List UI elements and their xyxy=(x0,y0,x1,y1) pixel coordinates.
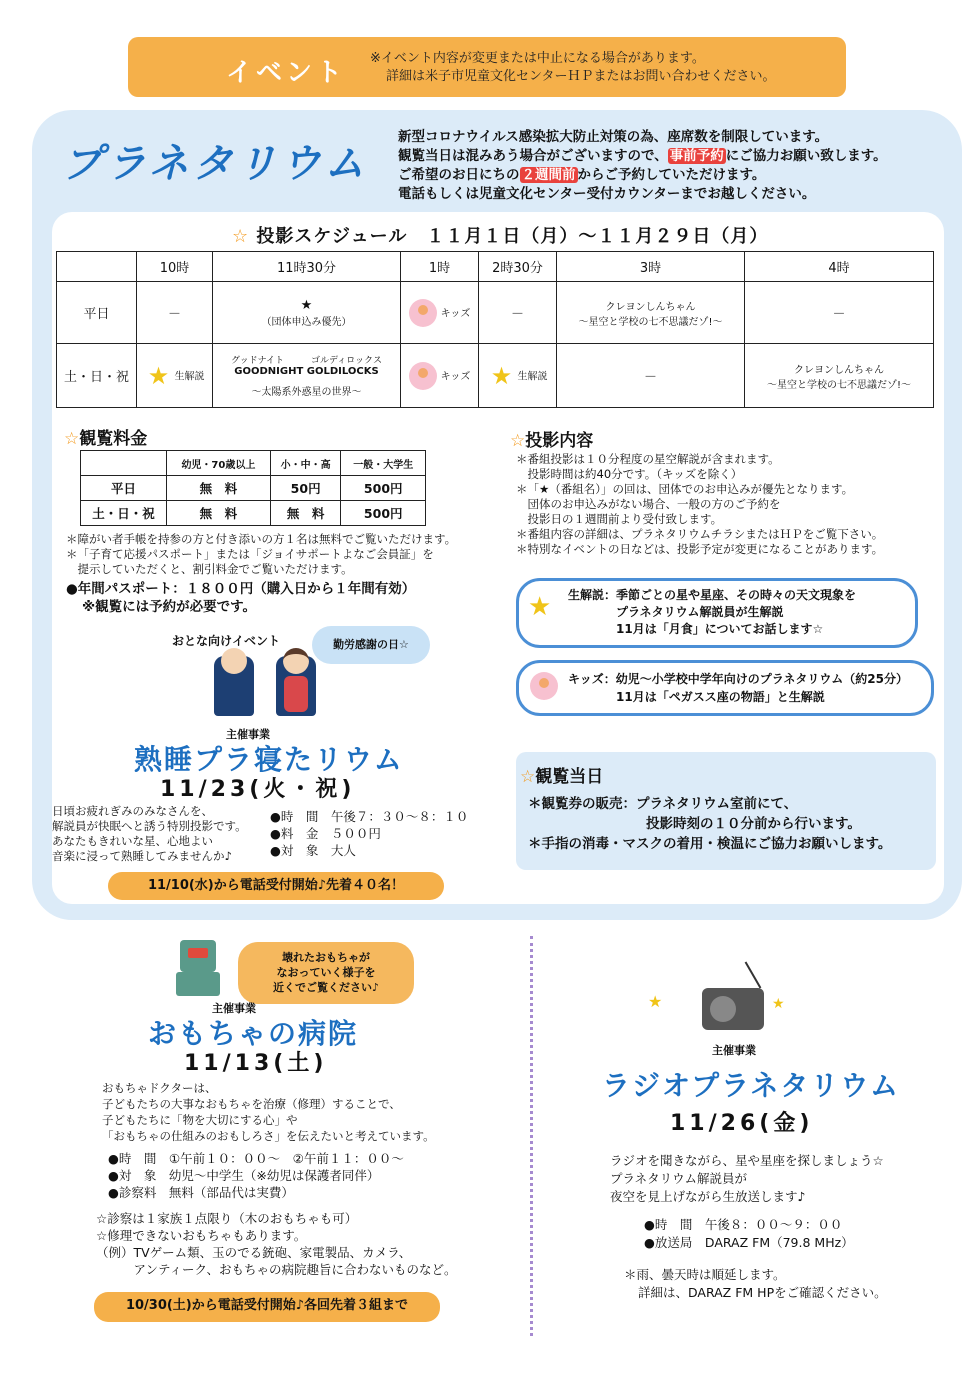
schedule-row-weekday: 平日 － ★ （団体申込み優先） キッズ － クレヨンしんちゃん ～星空と学校の七不思議だゾ!～ － xyxy=(57,282,934,344)
advance-reservation-highlight: 事前予約 xyxy=(669,148,724,164)
toy-info: ●時 間 ①午前１０：００～ ②午前１１：００～ ●対 象 幼児～中学生（※幼児は保護者同伴） ●診察料 無料（部品代は実費） xyxy=(108,1151,404,1200)
schedule-row-weekend: 土・日・祝 ★ 生解説 グッドナイト ゴルディロックス GOODNIGHT GOLDILOCKS ～太陽系外惑星の世界～ キッズ ★ 生解説 － クレヨンしんちゃん ～星空と学校の七不思議だゾ!～ xyxy=(57,344,934,408)
man-face xyxy=(221,648,247,674)
live-commentary-text: 生解説：季節ごとの星や星座、その時々の天文現象を プラネタリウム解説員が生解説 11月は「月食」についてお話します☆ xyxy=(568,588,857,636)
sleep-info: ●時 間 午後７：３０～８：１０ ●料 金 ５００円 ●対 象 大人 xyxy=(270,809,469,858)
content-notes: ＊番組投影は１０分程度の星空解説が含まれます。 投影時間は約40分です。（キッズを除く） ＊「★（番組名）」の回は、団体でのお申込みが優先となります。 団体のお申込みがない場合、一般の方のご予約を 投影日の１週間前より受付致します。 ＊番組内容の詳細は、プラネタリウムチラシまたはＨＰをご覧下さい。 ＊特別なイベントの日などは、投影予定が変更になることがあります。 xyxy=(516,452,884,556)
toy-notes: ☆診察は１家族１点限り（木のおもちゃも可） ☆修理できないおもちゃもあります。 （例）TVゲーム類、玉のでる銃砲、家電製品、カメラ、 アンティーク、おもちゃの病院趣旨に合わないものなど。 xyxy=(96,1211,457,1277)
toy-description: おもちゃドクターは、 子どもたちの大事なおもちゃを治療（修理）することで、 子どもたちに「物を大切にする心」や 「おもちゃの仕組みのおもしろさ」を伝えたいと考えています。 xyxy=(102,1081,435,1143)
sleep-description: 日頃お疲れぎみのみなさんを、 解説員が快眠へと誘う特別投影です。 あなたもきれいな星、心地よい 音楽に浸って熟睡してみませんか♪ xyxy=(52,804,247,863)
toy-event-title: おもちゃの病院 xyxy=(148,1017,359,1050)
schedule-header: 2時30分 xyxy=(479,252,557,282)
event-header-note: ※イベント内容が変更または中止になる場合があります。 詳細は米子市児童文化センターＨＰまたはお問い合わせください。 xyxy=(370,51,776,84)
schedule-header: 3時 xyxy=(557,252,745,282)
sleep-host: 主催事業 xyxy=(226,728,270,741)
woman-dress xyxy=(284,676,308,712)
column-divider xyxy=(530,936,533,1336)
robot-eyes xyxy=(188,948,208,958)
radio-info: ●時 間 午後８：００～９：００ ●放送局 DARAZ FM（79.8 MHz） xyxy=(644,1217,854,1250)
radio-event-date: 11/26(金) xyxy=(670,1111,814,1136)
schedule-header: 1時 xyxy=(401,252,479,282)
stars-icon: ★ xyxy=(147,361,170,390)
robot-body xyxy=(176,972,220,996)
fee-title: ☆観覧料金 xyxy=(64,429,148,449)
content-title: ☆投影内容 xyxy=(510,431,594,451)
sleep-reservation-banner: 11/10(水)から電話受付開始♪先着４０名！ xyxy=(108,872,444,900)
radio-antenna xyxy=(745,962,762,989)
event-header-title: イベント xyxy=(226,58,347,88)
fee-notes: ＊障がい者手帳を持参の方と付き添いの方１名は無料でご覧いただけます。 ＊「子育て応援パスポート」または「ジョイサポートよなご会員証」を 提示していただくと、割引料金でご覧いただけます。 xyxy=(66,532,457,576)
annual-pass: ●年間パスポート：１８００円（購入日から１年間有効） ※観覧には予約が必要です。 xyxy=(66,581,416,615)
kids-icon xyxy=(409,299,437,327)
toy-bubble: 壊れたおもちゃが なおっていく様子を 近くでご覧ください♪ xyxy=(238,942,414,1004)
kids-icon xyxy=(409,362,437,390)
toy-reservation-banner: 10/30(土)から電話受付開始♪各回先着３組まで xyxy=(94,1292,440,1322)
schedule-table xyxy=(56,251,934,408)
schedule-header: 11時30分 xyxy=(213,252,401,282)
schedule-header: 10時 xyxy=(137,252,213,282)
star-icon: ☆ xyxy=(520,767,536,787)
toy-event-date: 11/13(土) xyxy=(184,1051,328,1076)
planetarium-title: プラネタリウム xyxy=(62,141,369,187)
star-icon: ☆ xyxy=(510,431,526,451)
star-icon: ★ xyxy=(772,996,785,1012)
toy-host: 主催事業 xyxy=(212,1002,256,1015)
two-weeks-highlight: ２週間前 xyxy=(521,167,576,183)
stars-icon: ★ xyxy=(528,592,552,622)
visit-day-text: ＊観覧券の販売：プラネタリウム室前にて、 投影時刻の１０分前から行います。 ＊手指の消毒・マスクの着用・検温にご協力お願いします。 xyxy=(528,796,892,852)
radio-host: 主催事業 xyxy=(712,1044,756,1057)
radio-description: ラジオを聞きながら、星や星座を探しましょう☆ プラネタリウム解説員が 夜空を見上げながら生放送します♪ xyxy=(610,1153,884,1204)
sleep-event-title: 熟睡プラ寝たリウム xyxy=(134,743,404,776)
star-icon: ☆ xyxy=(232,226,257,247)
radio-speaker xyxy=(710,996,736,1022)
schedule-header: 4時 xyxy=(745,252,934,282)
adult-event-label: おとな向けイベント xyxy=(172,634,281,648)
schedule-title: ☆ 投影スケジュール １１月１日（月）～１１月２９日（月） xyxy=(232,226,769,247)
stars-icon: ★ xyxy=(490,361,513,390)
fee-table: 幼児・70歳以上 小・中・高 一般・大学生 平日 無 料 50円 500円 土・日・祝 無 料 無 料 500円 xyxy=(80,450,426,526)
sleep-event-date: 11/23(火・祝) xyxy=(160,777,356,802)
labor-thanks-bubble: 勤労感謝の日☆ xyxy=(312,626,430,664)
radio-notes: ＊雨、曇天時は順延します。 詳細は、DARAZ FM HPをご確認ください。 xyxy=(624,1267,887,1300)
planetarium-intro: 新型コロナウイルス感染拡大防止対策の為、座席数を制限しています。 観覧当日は混みあう場合がございますので、 事前予約 にご協力お願い致します。 ご希望のお日にちの ２週間前 からご予約していただけます。 電話もしくは児童文化センター受付カウンターまでお越しください。 xyxy=(398,129,887,202)
visit-day-title: ☆観覧当日 xyxy=(520,767,604,787)
star-icon: ☆ xyxy=(64,429,80,449)
radio-event-title: ラジオプラネタリウム xyxy=(602,1069,901,1102)
kids-icon xyxy=(530,672,558,700)
star-icon: ★ xyxy=(648,992,663,1011)
woman-face xyxy=(283,648,309,674)
kids-text: キッズ：幼児～小学校中学年向けのプラネタリウム（約25分） 11月は「ペガスス座の物語」と生解説 xyxy=(568,672,908,704)
